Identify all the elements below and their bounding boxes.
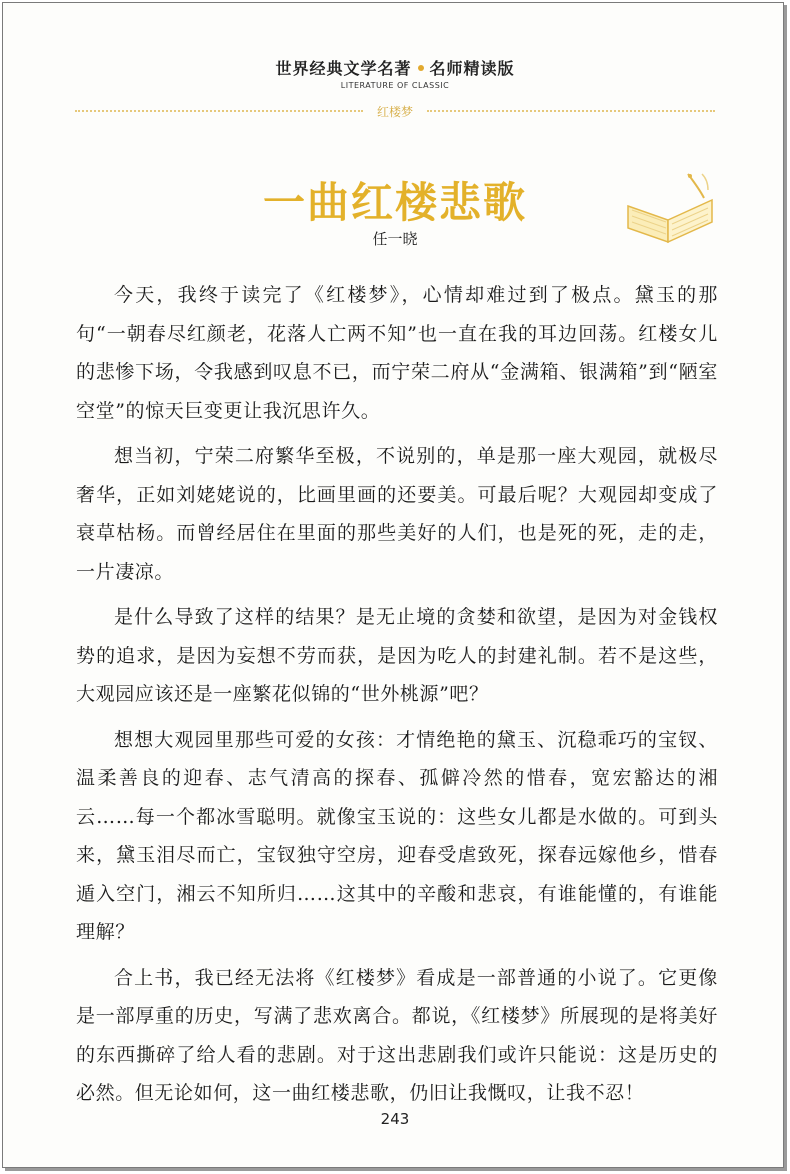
- series-name: 世界经典文学名著: [275, 59, 412, 78]
- page-number: 243: [380, 1110, 410, 1128]
- dotted-rule-right: [427, 110, 715, 112]
- paragraph-2: 想当初，宁荣二府繁华至极，不说别的，单是那一座大观园，就极尽奢华，正如刘姥姥说的，比画里画的还要美。可最后呢？大观园却变成了衰草枯杨。而曾经居住在里面的那些美好的人们，也是死的死，走的走，一片凄凉。: [76, 445, 718, 583]
- series-title: [275, 56, 514, 79]
- article-author: 任一晓: [372, 230, 418, 248]
- section-label: 红楼梦: [377, 104, 414, 119]
- series-subtitle: LITERATURE OF CLASSIC: [340, 81, 450, 90]
- running-header: [0, 56, 790, 90]
- edition-name: 名师精读版: [429, 59, 515, 78]
- bullet-dot-icon: [418, 65, 424, 71]
- paragraph-3: 是什么导致了这样的结果？是无止境的贪婪和欲望，是因为对金钱权势的追求，是因为妄想不劳而获，是因为吃人的封建礼制。若不是这些，大观园应该还是一座繁花似锦的“世外桃源”吧？: [76, 606, 718, 705]
- article-body: [76, 276, 718, 1120]
- paragraph-5: 合上书，我已经无法将《红楼梦》看成是一部普通的小说了。它更像是一部厚重的历史，写满了悲欢离合。都说，《红楼梦》所展现的是将美好的东西撕碎了给人看的悲剧。对于这出悲剧我们或许只能说：这是历史的必然。但无论如何，这一曲红楼悲歌，仍旧让我慨叹，让我不忍！: [76, 966, 718, 1104]
- paragraph-1: 今天，我终于读完了《红楼梦》，心情却难过到了极点。黛玉的那句“一朝春尽红颜老，花落人亡两不知”也一直在我的耳边回荡。红楼女儿的悲惨下场，令我感到叹息不已，而宁荣二府从“金满箱、银满箱”到“陋室空堂”的惊天巨变更让我沉思许久。: [76, 284, 718, 422]
- article-title: 一曲红楼悲歌: [262, 178, 527, 227]
- dotted-rule-left: [75, 110, 363, 112]
- section-rule: [75, 103, 715, 119]
- paragraph-4: 想想大观园里那些可爱的女孩：才情绝艳的黛玉、沉稳乖巧的宝钗、温柔善良的迎春、志气清高的探春、孤僻冷然的惜春，宽宏豁达的湘云……每一个都冰雪聪明。就像宝玉说的：这些女儿都是水做的。可到头来，黛玉泪尽而亡，宝钗独守空房，迎春受虐致死，探春远嫁他乡，惜春遁入空门，湘云不知所归……这其中的辛酸和悲哀，有谁能懂的，有谁能理解？: [76, 728, 718, 943]
